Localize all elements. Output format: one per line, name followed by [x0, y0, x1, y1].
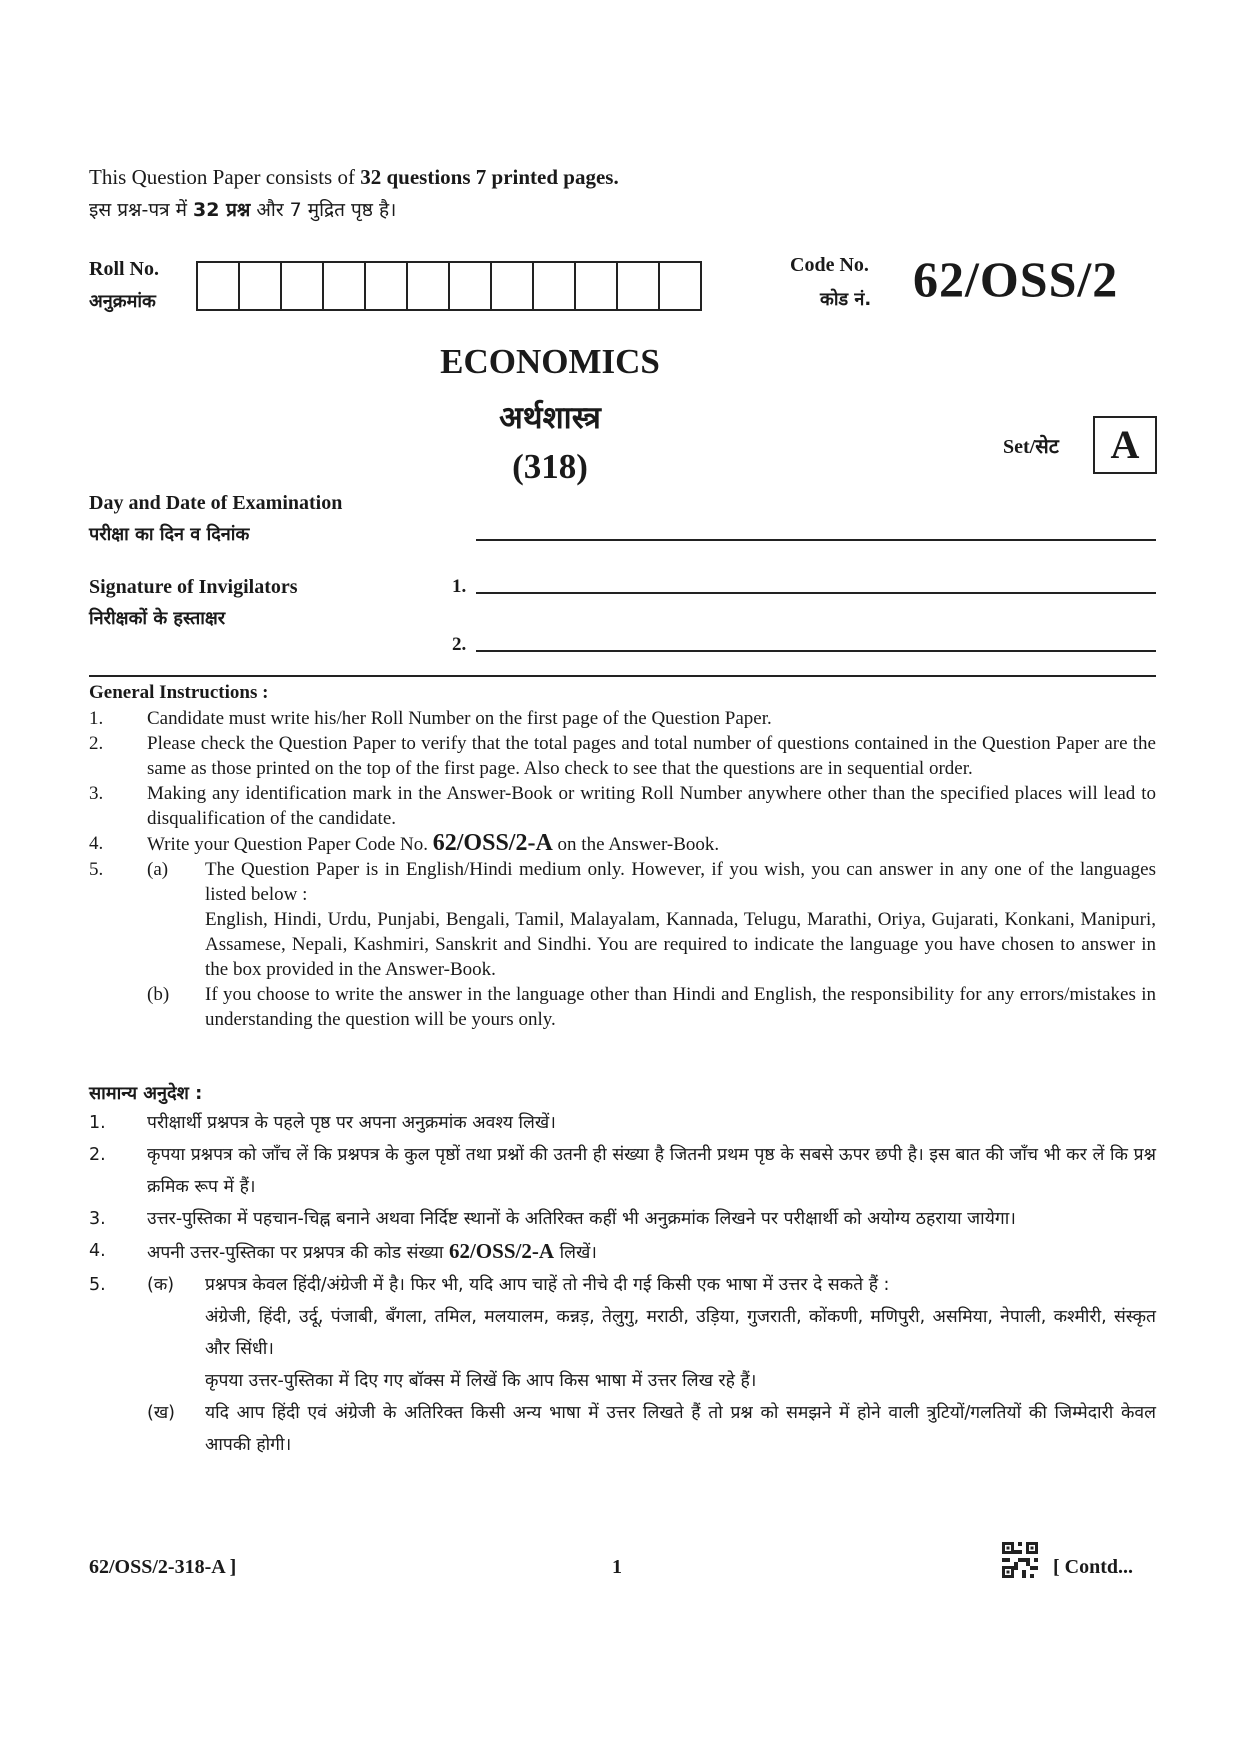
instruction-item: [89, 857, 1156, 1032]
exam-date-field[interactable]: [476, 539, 1156, 541]
instruction-number: 4.: [89, 1241, 106, 1261]
qr-code-icon: [1002, 1542, 1038, 1578]
paper-consists-en: [89, 165, 619, 190]
instruction-number: 5.: [89, 1275, 106, 1295]
invigilator-2-number: 2.: [452, 634, 467, 655]
answer-book-code: 62/OSS/2-A: [448, 1239, 554, 1263]
instruction-subitems: [147, 857, 1156, 1032]
sub-instruction-label: (ख): [147, 1403, 175, 1423]
instruction-text-prefix: अपनी उत्तर-पुस्तिका पर प्रश्नपत्र की कोड संख्या: [147, 1243, 449, 1263]
instruction-item: [89, 1139, 1156, 1203]
sub-instruction: [147, 1269, 1156, 1397]
instruction-text: कृपया प्रश्नपत्र को जाँच लें कि प्रश्नपत्र के कुल पृष्ठों तथा प्रश्नों की उतनी ही संख्या है जितनी प्रथम पृष्ठ के सबसे ऊपर छपी है। इस बात की जाँच भी कर लें कि प्रश्न क्रमिक रूप में हैं।: [147, 1145, 1156, 1197]
instruction-number: 4.: [89, 833, 104, 854]
instruction-text: उत्तर-पुस्तिका में पहचान-चिह्न बनाने अथवा निर्दिष्ट स्थानों के अतिरिक्त कहीं भी अनुक्रमांक लिखने पर परीक्षार्थी को अयोग्य ठहराया जायेगा।: [147, 1209, 1016, 1229]
general-instructions-hi: [89, 1081, 1156, 1461]
sub-instruction-text: If you choose to write the answer in the language other than Hindi and English, the responsibility for any errors/mistakes in understanding the question will be yours only.: [205, 984, 1156, 1030]
consists-hi-text: इस प्रश्न-पत्र में: [89, 199, 194, 221]
code-no-label-hindi: कोड नं.: [820, 289, 872, 310]
instruction-subitems: [147, 1269, 1156, 1461]
instruction-text: Making any identification mark in the Answer-Book or writing Roll Number anywhere other than the specified places will lead to disqualification of the candidate.: [147, 783, 1156, 829]
invigilator-signature-label-hindi: निरीक्षकों के हस्ताक्षर: [89, 608, 226, 629]
roll-number-digit-box[interactable]: [240, 261, 282, 311]
footer-paper-code: 62/OSS/2-318-A ]: [89, 1556, 237, 1578]
roll-number-digit-box[interactable]: [492, 261, 534, 311]
sub-instruction-label: (a): [147, 859, 169, 880]
subject-code: (318): [512, 447, 588, 486]
sub-instruction-text: प्रश्नपत्र केवल हिंदी/अंग्रेजी में है। फिर भी, यदि आप चाहें तो नीचे दी गई किसी एक भाषा में उत्तर दे सकते हैं :: [205, 1275, 890, 1295]
subject-title: ECONOMICS: [440, 342, 660, 381]
exam-date-label: Day and Date of Examination: [89, 492, 343, 514]
instruction-item: [89, 781, 1156, 831]
consists-en-bold: 32 questions 7 printed pages.: [360, 165, 619, 189]
paper-consists-hi: [89, 196, 396, 222]
set-label: Set/सेट: [1003, 436, 1059, 458]
instruction-text-suffix: on the Answer-Book.: [552, 834, 720, 855]
roll-no-label-hindi: अनुक्रमांक: [89, 291, 156, 312]
paper-code: 62/OSS/2: [913, 251, 1119, 307]
instruction-number: 1.: [89, 1113, 106, 1133]
languages-list: English, Hindi, Urdu, Punjabi, Bengali, Tamil, Malayalam, Kannada, Telugu, Marathi, Oriya, Gujarati, Konkani, Manipuri, Assamese, Nepali, Kashmiri, Sanskrit and Sindhi. You are required to indicate the language you have chosen to answer in the box provided in the Answer-Book.: [205, 909, 1156, 980]
instructions-title-hindi: सामान्य अनुदेश :: [89, 1083, 203, 1104]
sub-instruction: [147, 857, 1156, 982]
languages-list: अंग्रेजी, हिंदी, उर्दू, पंजाबी, बँगला, तमिल, मलयालम, कन्नड़, तेलुगु, मराठी, उड़िया, गुजराती, कोंकणी, मणिपुरी, असमिया, नेपाली, कश्मीरी, संस्कृत और सिंधी।: [205, 1307, 1156, 1359]
instruction-text: [147, 831, 1156, 857]
invigilator-2-signature-field[interactable]: [476, 650, 1156, 652]
sub-instruction-note: कृपया उत्तर-पुस्तिका में दिए गए बॉक्स में लिखें कि आप किस भाषा में उत्तर लिख रहे हैं।: [205, 1371, 757, 1391]
instruction-item: [89, 731, 1156, 781]
instruction-item: [89, 1235, 1156, 1269]
roll-number-digit-box[interactable]: [408, 261, 450, 311]
continued-label: [ Contd...: [1053, 1556, 1134, 1578]
roll-number-digit-box[interactable]: [324, 261, 366, 311]
instruction-number: 2.: [89, 733, 104, 754]
roll-number-digit-box[interactable]: [198, 261, 240, 311]
roll-number-digit-box[interactable]: [366, 261, 408, 311]
divider: [89, 675, 1156, 677]
roll-number-boxes[interactable]: [196, 261, 702, 311]
instruction-number: 5.: [89, 859, 104, 880]
instructions-title: General Instructions :: [89, 682, 269, 703]
answer-book-code: 62/OSS/2-A: [432, 830, 553, 856]
sub-instruction-text: यदि आप हिंदी एवं अंग्रेजी के अतिरिक्त किसी अन्य भाषा में उत्तर लिखते हैं तो प्रश्न को समझने में होने वाली त्रुटियों/गलतियों की जिम्मेदारी केवल आपकी होगी।: [205, 1403, 1156, 1455]
roll-number-digit-box[interactable]: [450, 261, 492, 311]
roll-number-digit-box[interactable]: [660, 261, 702, 311]
invigilator-1-signature-field[interactable]: [476, 592, 1156, 594]
instruction-text: Please check the Question Paper to verify that the total pages and total number of questions contained in the Question Paper are the same as those printed on the top of the first page. Also check to see that the questions are in sequential order.: [147, 733, 1156, 779]
roll-number-digit-box[interactable]: [618, 261, 660, 311]
instruction-text: Candidate must write his/her Roll Number on the first page of the Question Paper.: [147, 708, 772, 729]
roll-number-digit-box[interactable]: [282, 261, 324, 311]
sub-instruction-body: [205, 1269, 1156, 1397]
consists-en-text: This Question Paper consists of: [89, 165, 361, 189]
instruction-item: [89, 1269, 1156, 1461]
instruction-text-suffix: लिखें।: [554, 1243, 597, 1263]
invigilator-signature-label: Signature of Invigilators: [89, 576, 298, 598]
code-no-label: Code No.: [790, 254, 869, 276]
instruction-number: 2.: [89, 1145, 106, 1165]
sub-instruction-label: (क): [147, 1275, 175, 1295]
subject-title-hindi: अर्थशास्त्र: [499, 400, 601, 436]
instruction-text-prefix: Write your Question Paper Code No.: [147, 834, 433, 855]
instruction-item: [89, 831, 1156, 857]
set-value-box: A: [1093, 416, 1157, 474]
instruction-item: [89, 1203, 1156, 1235]
instruction-number: 1.: [89, 708, 104, 729]
exam-date-label-hindi: परीक्षा का दिन व दिनांक: [89, 524, 250, 545]
sub-instruction: [147, 982, 1156, 1032]
page-number: 1: [612, 1556, 622, 1578]
roll-no-label: Roll No.: [89, 258, 159, 280]
sub-instruction-text: The Question Paper is in English/Hindi medium only. However, if you wish, you can answer in any one of the languages listed below :: [205, 859, 1156, 905]
roll-number-digit-box[interactable]: [534, 261, 576, 311]
sub-instruction: [147, 1397, 1156, 1461]
consists-hi-suffix: और 7 मुद्रित पृष्ठ है।: [250, 199, 397, 221]
instruction-item: [89, 1107, 1156, 1139]
roll-number-digit-box[interactable]: [576, 261, 618, 311]
general-instructions-en: [89, 682, 1156, 1032]
consists-hi-bold: 32 प्रश्न: [193, 199, 251, 221]
instruction-item: [89, 706, 1156, 731]
invigilator-1-number: 1.: [452, 576, 467, 597]
instruction-text: [147, 1235, 1156, 1269]
sub-instruction-label: (b): [147, 984, 170, 1005]
instruction-number: 3.: [89, 1209, 106, 1229]
instruction-text: परीक्षार्थी प्रश्नपत्र के पहले पृष्ठ पर अपना अनुक्रमांक अवश्य लिखें।: [147, 1113, 556, 1133]
instruction-number: 3.: [89, 783, 104, 804]
sub-instruction-body: [205, 857, 1156, 982]
